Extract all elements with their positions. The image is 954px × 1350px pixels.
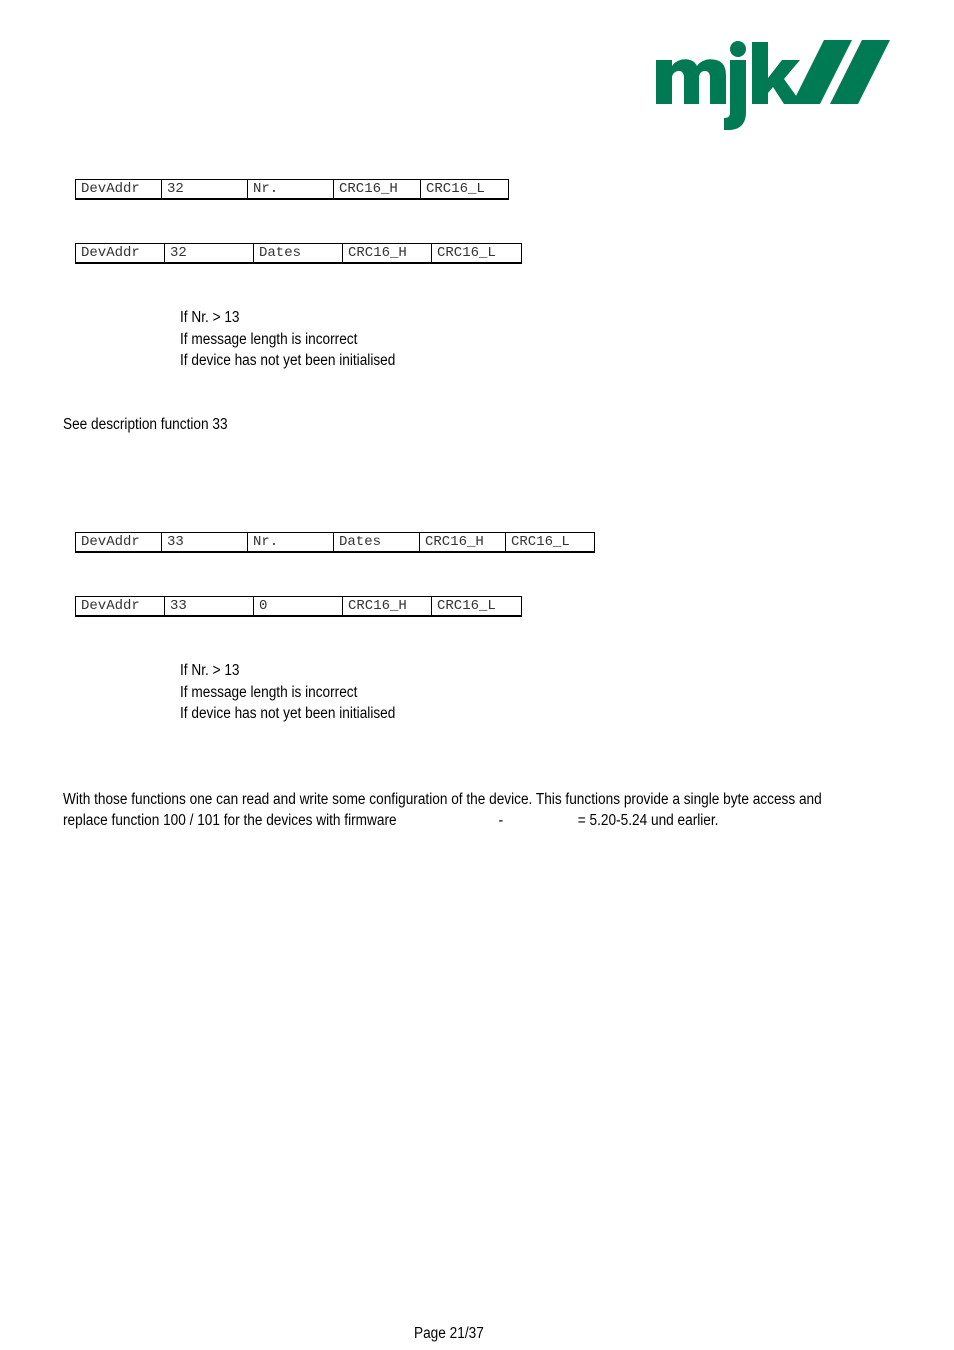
frame-cell: DevAddr xyxy=(76,533,162,553)
frame-cell: CRC16_L xyxy=(432,244,522,264)
frame-cell: 32 xyxy=(165,244,254,264)
frame-cell: CRC16_L xyxy=(506,533,595,553)
paragraph-text: - xyxy=(498,812,504,829)
page-number: Page 21/37 xyxy=(414,1325,484,1342)
frame-cell: Dates xyxy=(254,244,343,264)
frame-cell: CRC16_H xyxy=(420,533,506,553)
paragraph-line: With those functions one can read and write some configuration of the device. This functions provide a single byte access and xyxy=(63,791,822,808)
mjk-logo xyxy=(654,38,898,134)
frame-cell: CRC16_L xyxy=(421,180,509,200)
frame-cell: CRC16_H xyxy=(343,597,432,617)
see-description: See description function 33 xyxy=(63,416,228,433)
frame-cell: 32 xyxy=(162,180,248,200)
paragraph-text: replace function 100 / 101 for the devices with firmware xyxy=(63,812,397,829)
frame-cell: DevAddr xyxy=(76,597,165,617)
frame-cell: CRC16_L xyxy=(432,597,522,617)
error-item: If Nr. > 13 xyxy=(180,309,240,326)
frame-cell: 33 xyxy=(165,597,254,617)
function32-response-frame xyxy=(75,243,522,264)
frame-cell: 0 xyxy=(254,597,343,617)
frame-cell: Nr. xyxy=(248,180,334,200)
error-item: If message length is incorrect xyxy=(180,683,358,701)
function32-request-frame xyxy=(75,179,509,200)
frame-cell: DevAddr xyxy=(76,180,162,200)
function33-response-frame xyxy=(75,596,522,617)
frame-cell: DevAddr xyxy=(76,244,165,264)
function32-error-list xyxy=(180,307,395,372)
frame-cell: 33 xyxy=(162,533,248,553)
error-item: If device has not yet been initialised xyxy=(180,352,396,369)
config-paragraph xyxy=(63,789,822,831)
frame-cell: CRC16_H xyxy=(334,180,421,200)
frame-cell: Nr. xyxy=(248,533,334,553)
function33-request-frame xyxy=(75,532,595,553)
frame-cell: CRC16_H xyxy=(343,244,432,264)
paragraph-text: = 5.20-5.24 und earlier. xyxy=(577,812,719,829)
error-item: If device has not yet been initialised xyxy=(180,705,396,722)
paragraph-line xyxy=(63,810,822,831)
frame-cell: Dates xyxy=(334,533,420,553)
error-item: If message length is incorrect xyxy=(180,330,358,348)
function33-error-list xyxy=(180,660,395,725)
error-item: If Nr. > 13 xyxy=(180,662,240,679)
